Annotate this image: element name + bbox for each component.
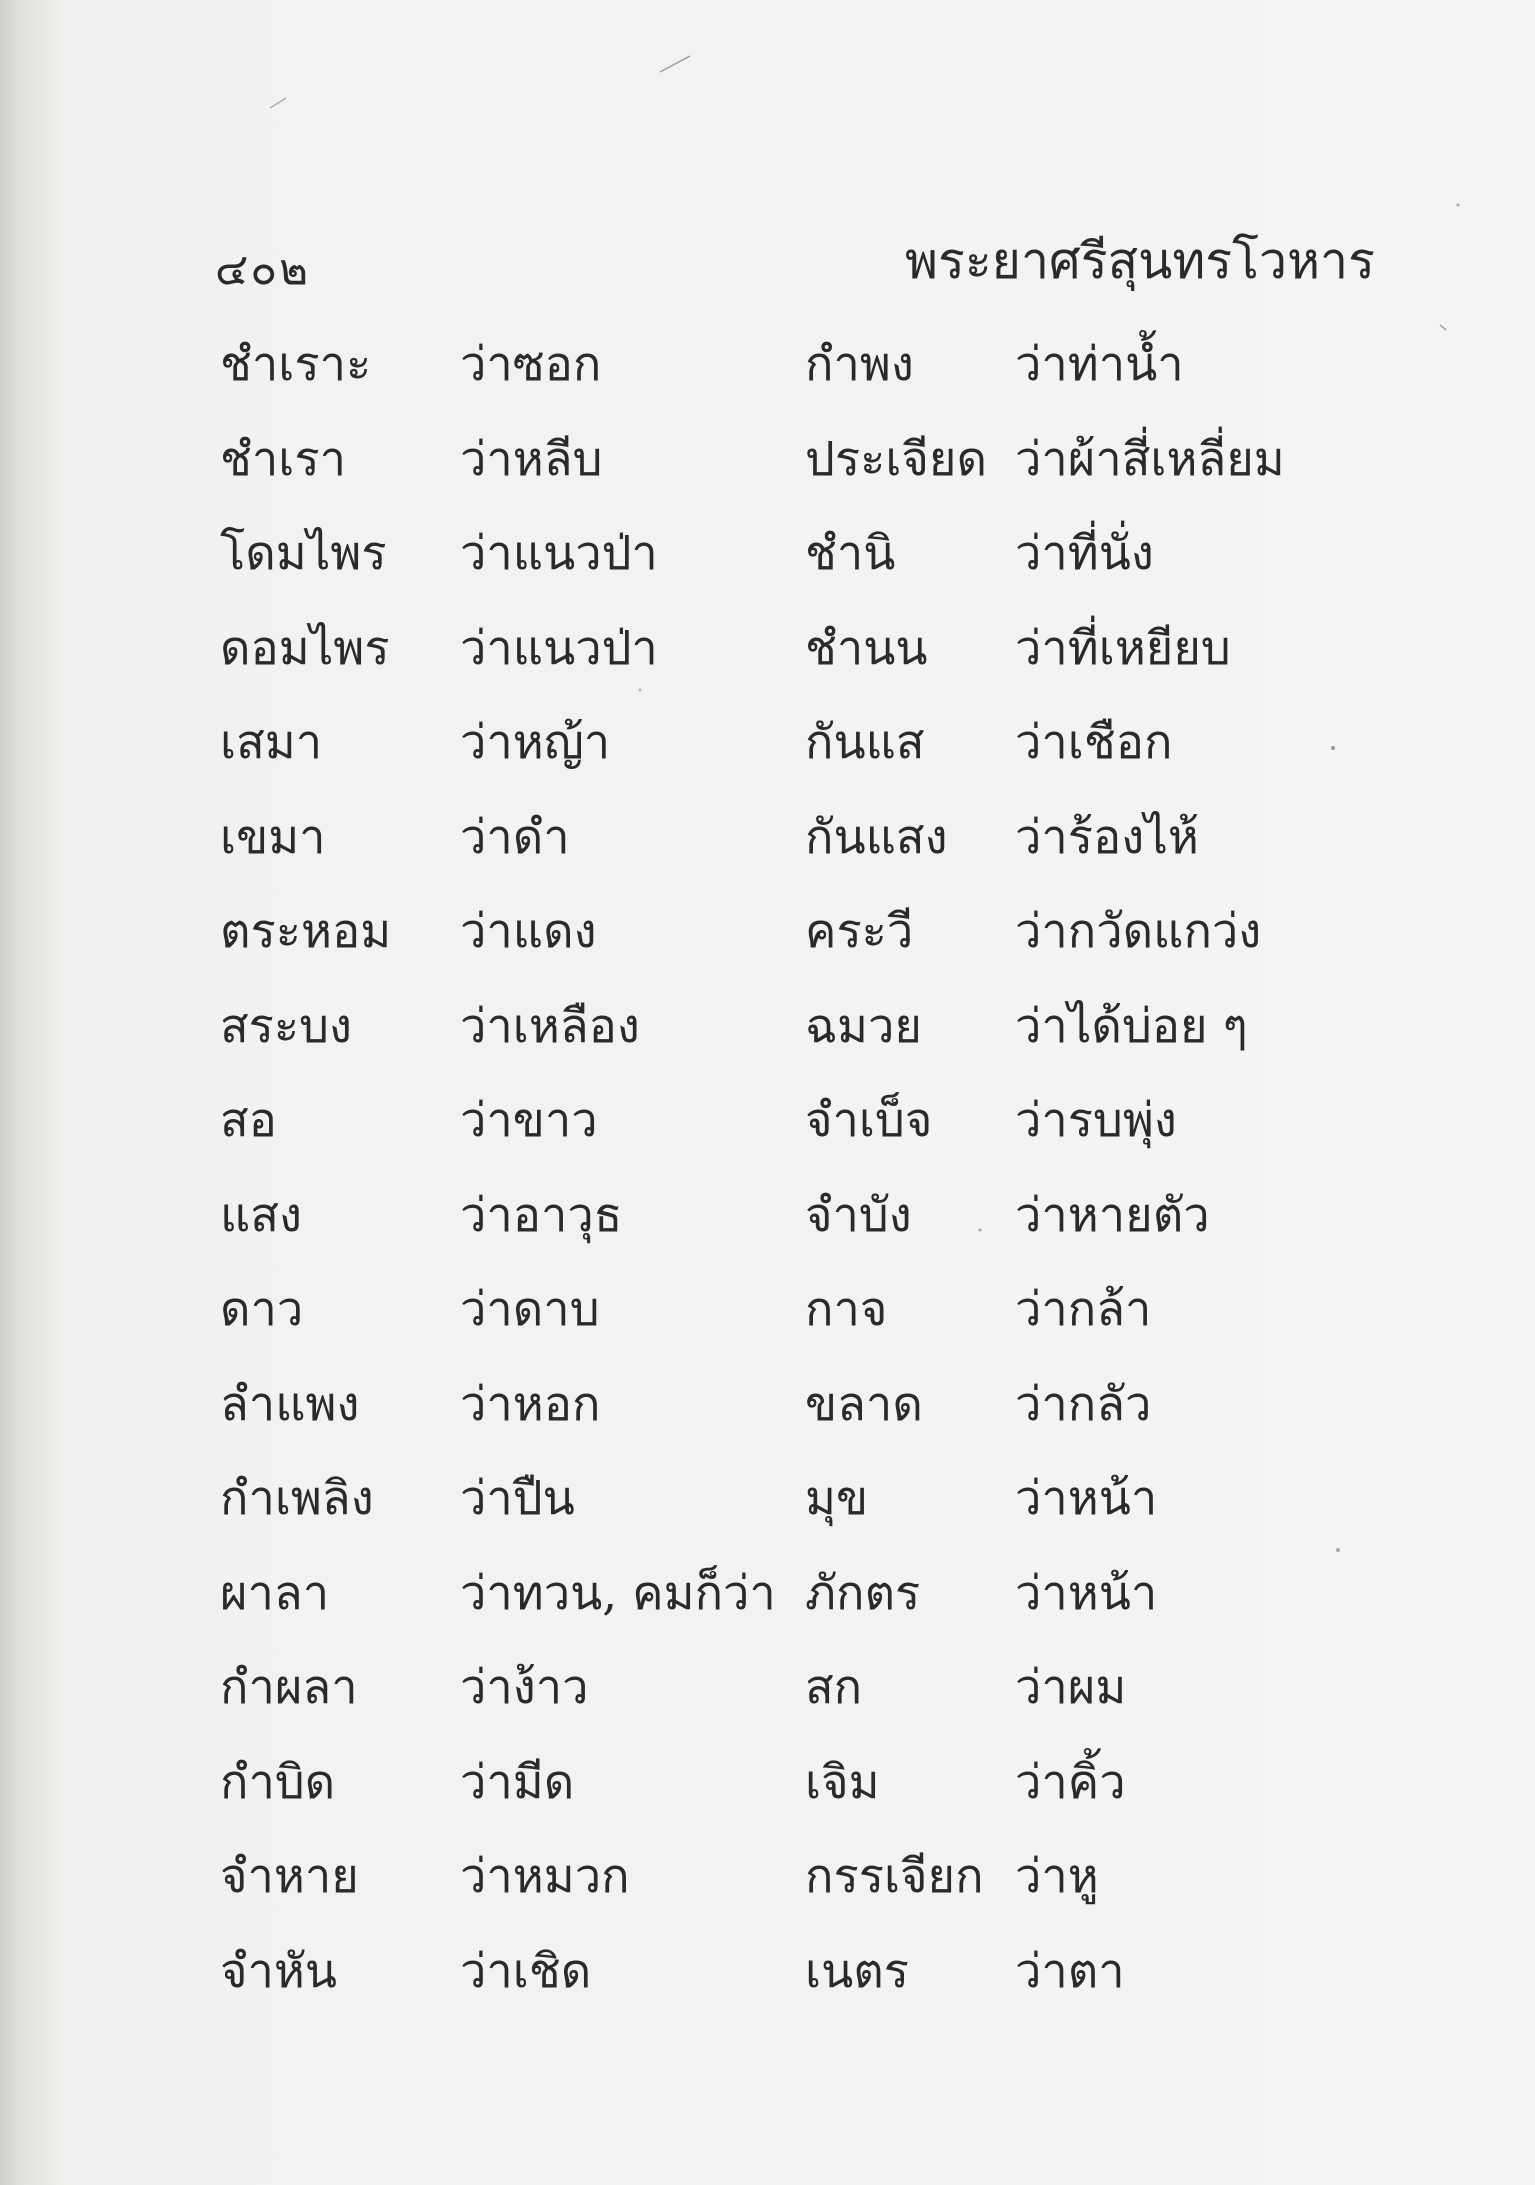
glossary-row <box>220 602 1320 697</box>
glossary-list <box>220 318 1320 2019</box>
left-term: กำบิด <box>220 1754 336 1810</box>
right-term: จำบัง <box>805 1187 912 1243</box>
left-term: ลำแพง <box>220 1376 360 1432</box>
left-term: ตระหอม <box>220 904 392 959</box>
glossary-row <box>220 1358 1320 1453</box>
glossary-row <box>220 1830 1320 1925</box>
right-gloss: ว่าหายตัว <box>1015 1187 1210 1243</box>
glossary-row <box>220 696 1320 791</box>
right-term: สก <box>805 1660 863 1715</box>
left-term: กำผลา <box>220 1660 358 1715</box>
right-term: กันแสง <box>805 809 948 865</box>
right-gloss: ว่าหู <box>1015 1849 1099 1904</box>
page-number: ๔๐๒ <box>215 244 311 295</box>
left-term: ผาลา <box>220 1565 330 1621</box>
left-term: จำหัน <box>220 1943 338 1999</box>
right-term: ภักตร <box>805 1565 921 1621</box>
glossary-row <box>220 1452 1320 1547</box>
right-gloss: ว่าที่เหยียบ <box>1015 620 1231 676</box>
right-gloss: ว่าเชือก <box>1015 715 1173 770</box>
left-term: จำหาย <box>220 1849 359 1904</box>
glossary-row <box>220 885 1320 980</box>
right-term: ฉมวย <box>805 998 922 1054</box>
left-gloss: ว่าหอก <box>460 1376 601 1432</box>
left-gloss: ว่าดาบ <box>460 1282 600 1337</box>
glossary-row <box>220 507 1320 602</box>
left-gloss: ว่าง้าว <box>460 1660 589 1715</box>
left-term: กำเพลิง <box>220 1471 374 1526</box>
left-gloss: ว่าทวน, คมก็ว่า <box>460 1565 776 1621</box>
left-gloss: ว่าขาว <box>460 1093 598 1148</box>
running-title: พระยาศรีสุนทรโวหาร <box>905 232 1375 290</box>
right-gloss: ว่าที่นั่ง <box>1015 526 1154 581</box>
right-term: เนตร <box>805 1943 909 1999</box>
glossary-row <box>220 791 1320 886</box>
left-term: สระบง <box>220 998 352 1054</box>
left-gloss: ว่าแดง <box>460 904 597 959</box>
left-gloss: ว่าอาวุธ <box>460 1187 623 1243</box>
right-gloss: ว่าได้บ่อย ๆ <box>1015 998 1248 1054</box>
left-term: ดอมไพร <box>220 620 390 676</box>
left-gloss: ว่าหลีบ <box>460 431 603 487</box>
left-gloss: ว่าหมวก <box>460 1849 630 1904</box>
right-term: กันแส <box>805 715 925 770</box>
left-term: โดมไพร <box>220 526 387 581</box>
glossary-row <box>220 1925 1320 2020</box>
glossary-row <box>220 1263 1320 1358</box>
right-gloss: ว่าคิ้ว <box>1015 1754 1126 1810</box>
glossary-row <box>220 1641 1320 1736</box>
right-term: กาจ <box>805 1282 888 1337</box>
right-gloss: ว่ากลัว <box>1015 1376 1152 1432</box>
left-gloss: ว่าซอก <box>460 337 602 392</box>
right-gloss: ว่าหน้า <box>1015 1471 1158 1526</box>
left-gloss: ว่าหญ้า <box>460 715 611 770</box>
page-header <box>215 222 1375 295</box>
glossary-row <box>220 1736 1320 1831</box>
right-term: ชำนิ <box>805 526 896 581</box>
left-term: ชำเราะ <box>220 337 372 392</box>
left-term: ชำเรา <box>220 431 346 487</box>
left-term: สอ <box>220 1093 277 1148</box>
right-term: ขลาด <box>805 1376 923 1432</box>
right-gloss: ว่าผ้าสี่เหลี่ยม <box>1015 431 1285 487</box>
left-gloss: ว่าแนวป่า <box>460 526 658 581</box>
left-gloss: ว่ามีด <box>460 1754 575 1810</box>
right-term: ประเจียด <box>805 431 987 487</box>
left-gloss: ว่าปืน <box>460 1471 575 1526</box>
left-gloss: ว่าเหลือง <box>460 998 640 1054</box>
right-term: คระวี <box>805 904 914 959</box>
right-gloss: ว่าหน้า <box>1015 1565 1158 1621</box>
glossary-row <box>220 980 1320 1075</box>
right-gloss: ว่ากล้า <box>1015 1282 1152 1337</box>
left-gloss: ว่าเชิด <box>460 1943 592 1999</box>
left-gloss: ว่าแนวป่า <box>460 620 658 676</box>
right-term: กำพง <box>805 337 914 392</box>
glossary-row <box>220 1547 1320 1642</box>
right-term: จำเบ็จ <box>805 1093 933 1148</box>
glossary-row <box>220 413 1320 508</box>
right-term: มุข <box>805 1471 869 1526</box>
right-term: เจิม <box>805 1754 880 1810</box>
right-gloss: ว่ากวัดแกว่ง <box>1015 904 1262 959</box>
left-gloss: ว่าดำ <box>460 809 570 865</box>
right-term: กรรเจียก <box>805 1849 984 1904</box>
left-term: เสมา <box>220 715 323 770</box>
right-gloss: ว่ารบพุ่ง <box>1015 1093 1177 1148</box>
glossary-row <box>220 318 1320 413</box>
right-gloss: ว่าร้องไห้ <box>1015 809 1199 865</box>
right-gloss: ว่าผม <box>1015 1660 1127 1715</box>
left-term: เขมา <box>220 809 326 865</box>
right-gloss: ว่าท่าน้ำ <box>1015 337 1184 392</box>
left-term: แสง <box>220 1187 302 1243</box>
glossary-row <box>220 1169 1320 1264</box>
right-term: ชำนน <box>805 620 928 676</box>
right-gloss: ว่าตา <box>1015 1943 1125 1999</box>
glossary-row <box>220 1074 1320 1169</box>
left-term: ดาว <box>220 1282 304 1337</box>
